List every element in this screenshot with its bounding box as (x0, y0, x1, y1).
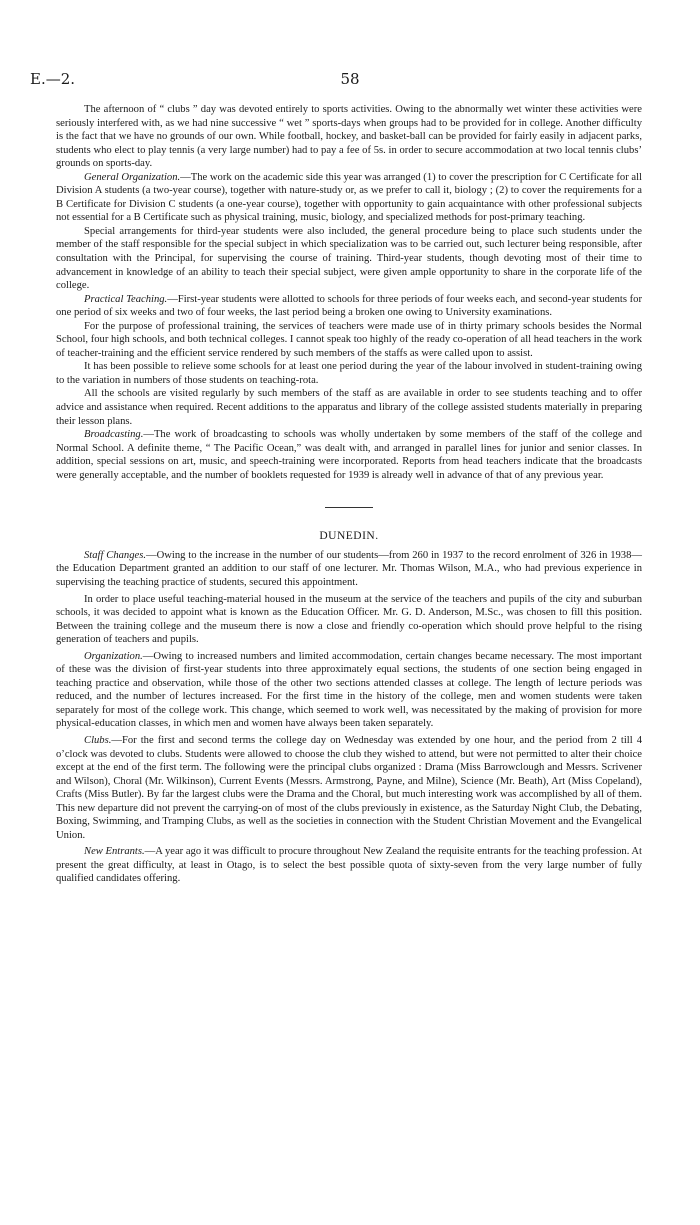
paragraph-school-visits: All the schools are visited regularly by such members of the staff as are available in order to see students teaching and to offer advice and assistance when required. Recent additions to the apparatus and library of the college assisted students materially in preparing their lesson plans. (56, 388, 642, 427)
paragraph-new-entrants: New Entrants.—A year ago it was difficult to procure throughout New Zealand the requisite entrants for the teaching profession. At present the great difficulty, at least in Otago, is to select the best possible quota of sixty-seven from the very large number of fully qualified candidates offering. (56, 846, 643, 885)
paragraph-heading: Staff Changes. (84, 549, 147, 561)
paragraph-staff-changes: Staff Changes.—Owing to the increase in the number of our students—from 260 in 1937 to the record enrolment of 326 in 1938—the Education Department granted an addition to our staff of one lecturer. Mr. Thomas Wilson, M.A., who had previous experience in supervising the teaching practice of students, secured this appointment. (56, 549, 642, 588)
paragraph-clubs-sports: The afternoon of “ clubs ” day was devoted entirely to sports activities. Owing to the abnormally wet winter these activities were seriously interfered with, as we had nine successive “ wet ” sports-days when groups had to be provided for in college. Another difficulty is the fact that we have no grounds of our own. While football, hockey, and basket-ball can be provided for fairly easily in adjacent parks, students who elect to play tennis (a very large number) had to pay a fee of 5s. in order to secure accommodation at two local tennis clubs’ grounds on sports-day. (56, 104, 642, 170)
document-body (56, 103, 642, 886)
paragraph-heading: Clubs. (84, 734, 112, 746)
paragraph-general-organization: General Organization.—The work on the academic side this year was arranged (1) to cover the prescription for C Certificate for all Division A students (a two-year course), together with nature-study or, as we prefer to call it, biology ; (2) to cover the requirements for a B Certificate for Division C students (a one-year course), together with opportunity to gain acquaintance with other professional subjects not essential for a B Certificate such as physical training, music, biology, and specialized methods for post-primary teaching. (56, 171, 642, 224)
paragraph-heading: Practical Teaching. (84, 293, 168, 305)
paragraph-heading: Organization. (84, 650, 143, 662)
page-header (0, 70, 700, 90)
page-number: 58 (340, 70, 360, 88)
paragraph-heading: New Entrants. (84, 846, 145, 858)
paragraph-relieve-schools: It has been possible to relieve some schools for at least one period during the year of the labour involved in student-training owing to the variation in numbers of those students on teaching-rota. (56, 361, 642, 386)
paragraph-broadcasting: Broadcasting.—The work of broadcasting to schools was wholly undertaken by some members of the staff of the college and Normal School. A definite theme, “ The Pacific Ocean,” was dealt with, and arranged in parallel lines for junior and senior classes. In addition, special sessions on art, music, and speech-training were incorporated. Reports from head teachers indicate that the broadcasts were generally acceptable, and the number of booklets requested for 1939 is already well in advance of that of any previous year. (56, 429, 642, 481)
paragraph-professional-training: For the purpose of professional training, the services of teachers were made use of in thirty primary schools besides the Normal School, four high schools, and both technical colleges. I cannot speak too highly of the ready co-operation of all head teachers in the work of teacher-training and the efficient service rendered by such members of the staffs as were called upon to assist. (56, 320, 643, 359)
document-reference: E.—2. (30, 70, 76, 88)
paragraph-heading: Broadcasting. (84, 429, 144, 441)
paragraph-practical-teaching: Practical Teaching.—First-year students were allotted to schools for three periods of four weeks each, and second-year students for one period of six weeks and two of four weeks, the last period being a broken one owing to University examinations. (56, 293, 643, 319)
paragraph-education-officer: In order to place useful teaching-material housed in the museum at the service of the teachers and pupils of the city and suburban schools, it was decided to appoint what is known as the Education Officer. Mr. G. D. Anderson, M.Sc., was chosen to fill this position. Between the training college and the museum there is now a close and friendly co-operation which should prove helpful to the rising generation of teachers and pupils. (56, 593, 642, 646)
paragraph-third-year: Special arrangements for third-year students were also included, the general procedure being to place such students under the member of the staff responsible for the special subject in which specialization was to be carried out, such lecturer being responsible, after consultation with the Principal, for supervising the course of training. Third-year students, though devoting most of their time to advancement in knowledge of an ability to teach their special subject, were given ample opportunity to share in the corporate life of the college. (56, 225, 642, 292)
paragraph-heading: General Organization. (84, 171, 181, 183)
paragraph-clubs: Clubs.—For the first and second terms the college day on Wednesday was extended by one hour, and the period from 2 till 4 o’clock was devoted to clubs. Students were allowed to choose the club they wished to attend, but were not permitted to alter their choice except at the end of the first term. The following were the principal clubs organized : Drama (Miss Barrowclough and Messrs. Scrivener and Wilson), Choral (Mr. Wilkinson), Current Events (Messrs. Armstrong, Payne, and Milne), Science (Mr. Beath), Art (Miss Copeland), Crafts (Miss Butler). By far the largest clubs were the Drama and the Choral, but much interesting work was accomplished by all of them. This new departure did not prevent the carrying-on of most of the clubs previously in existence, as the Saturday Night Club, the Debating, Boxing, Swimming, and Tramping Clubs, as well as the societies in connection with the Student Christian Movement and the Evangelical Union. (56, 734, 642, 841)
paragraph-organization: Organization.—Owing to increased numbers and limited accommodation, certain changes became necessary. The most important of these was the division of first-year students into three approximately equal sections, the students of one section being engaged in teaching practice and observation, while those of the other two sections attended classes at college. The length of lecture periods was reduced, and the number of lectures increased. For the first time in the history of the college, men and women students were taken separately for most of the college work. This change, which seemed to work well, was necessitated by the making of provision for more physical-education classes, in which men and women have always been taken separately. (56, 650, 642, 730)
section-divider (325, 507, 373, 508)
section-title: DUNEDIN. (319, 530, 379, 543)
